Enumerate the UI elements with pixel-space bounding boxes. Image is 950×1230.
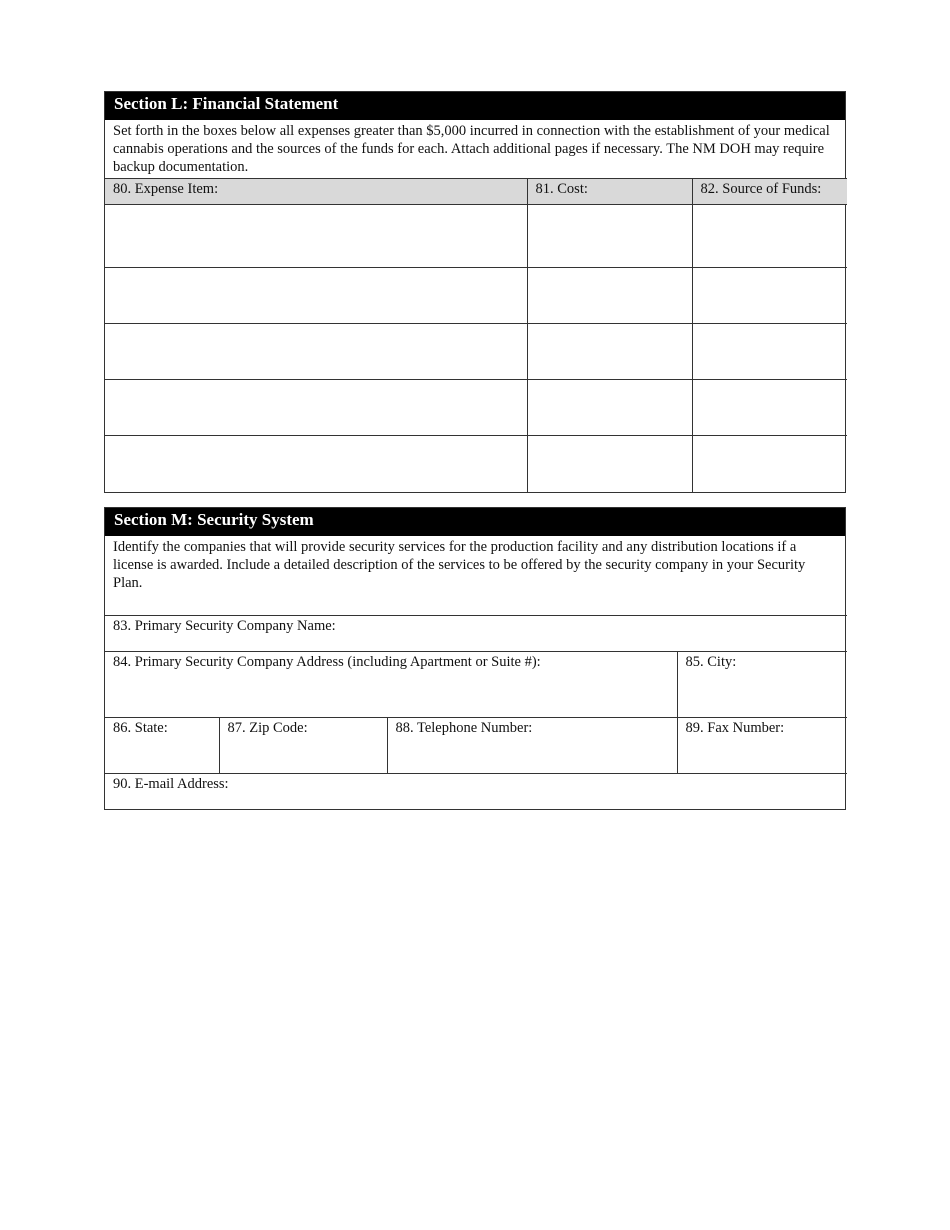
table-row (105, 324, 847, 380)
source-of-funds-field[interactable] (692, 324, 847, 380)
cost-field[interactable] (527, 380, 692, 436)
table-row (105, 436, 847, 492)
state-field[interactable]: 86. State: (105, 718, 219, 774)
cost-field[interactable] (527, 436, 692, 492)
table-row (105, 205, 847, 268)
source-of-funds-field[interactable] (692, 380, 847, 436)
security-company-table (105, 615, 847, 809)
company-name-field[interactable]: 83. Primary Security Company Name: (105, 616, 847, 652)
source-of-funds-field[interactable] (692, 436, 847, 492)
section-l-title: Section L: Financial Statement (105, 92, 845, 120)
expense-item-field[interactable] (105, 268, 527, 324)
cost-field[interactable] (527, 324, 692, 380)
expense-table (105, 178, 847, 492)
source-of-funds-header: 82. Source of Funds: (692, 179, 847, 205)
company-address-field[interactable]: 84. Primary Security Company Address (including Apartment or Suite #): (105, 652, 677, 718)
source-of-funds-field[interactable] (692, 268, 847, 324)
cost-field[interactable] (527, 205, 692, 268)
expense-item-field[interactable] (105, 324, 527, 380)
expense-table-header (105, 179, 847, 205)
section-l-financial-statement (104, 91, 846, 493)
table-row (105, 380, 847, 436)
city-field[interactable]: 85. City: (677, 652, 847, 718)
section-m-security-system (104, 507, 846, 810)
expense-item-field[interactable] (105, 380, 527, 436)
expense-item-header: 80. Expense Item: (105, 179, 527, 205)
expense-item-field[interactable] (105, 205, 527, 268)
cost-header: 81. Cost: (527, 179, 692, 205)
section-l-description: Set forth in the boxes below all expenses greater than $5,000 incurred in connection with the establishment of your medical cannabis operations and the sources of the funds for each. Attach additional pages if necessary. The NM DOH may require backup documentation. (113, 123, 830, 175)
table-row (105, 268, 847, 324)
fax-field[interactable]: 89. Fax Number: (677, 718, 847, 774)
telephone-field[interactable]: 88. Telephone Number: (387, 718, 677, 774)
email-field[interactable]: 90. E-mail Address: (105, 774, 847, 809)
source-of-funds-field[interactable] (692, 205, 847, 268)
section-m-description: Identify the companies that will provide security services for the production facility and any distribution locations if a license is awarded. Include a detailed description of the services to be offered by the security company in your Security Plan. (113, 539, 806, 591)
cost-field[interactable] (527, 268, 692, 324)
section-m-title: Section M: Security System (105, 508, 845, 536)
expense-item-field[interactable] (105, 436, 527, 492)
zip-code-field[interactable]: 87. Zip Code: (219, 718, 387, 774)
